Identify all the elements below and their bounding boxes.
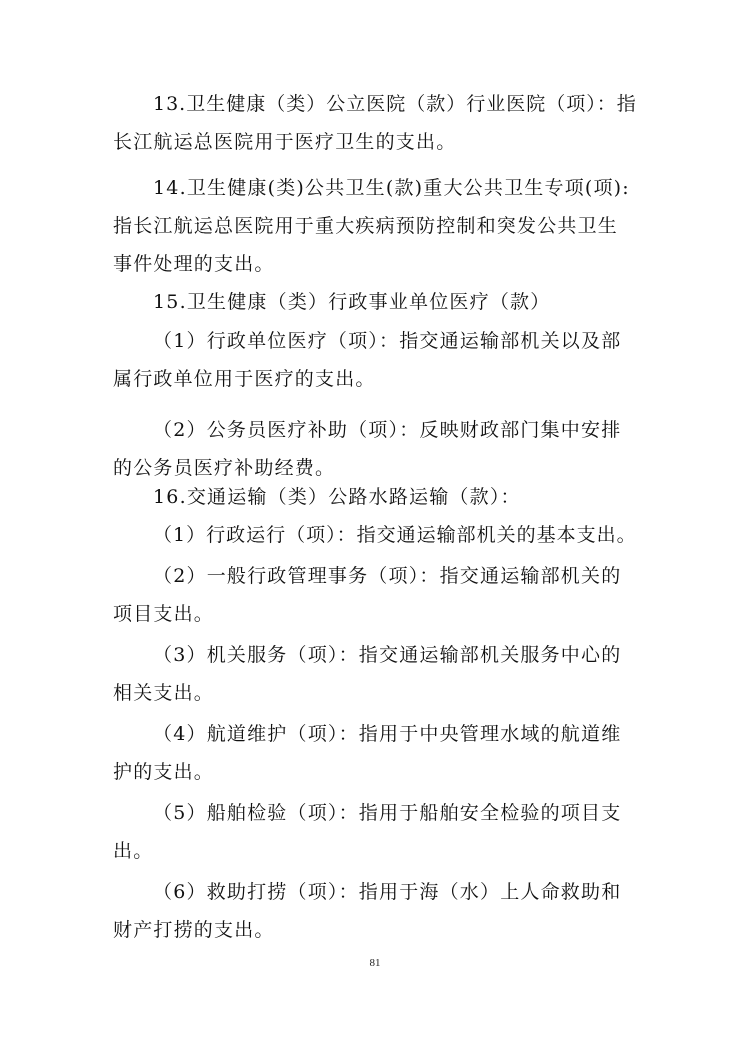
- text-line: （2）一般行政管理事务（项）：指交通运输部机关的: [153, 565, 622, 587]
- text-line: 16.交通运输（类）公路水路运输（款）：: [153, 486, 521, 508]
- text-line: 15.卫生健康（类）行政事业单位医疗（款）: [153, 291, 551, 313]
- text-line: （1）行政单位医疗（项）：指交通运输部机关以及部: [153, 330, 622, 352]
- text-line: （3）机关服务（项）：指交通运输部机关服务中心的: [153, 644, 622, 666]
- text-line: 事件处理的支出。: [113, 253, 275, 275]
- text-line: 指长江航运总医院用于重大疾病预防控制和突发公共卫生: [113, 215, 619, 237]
- text-line: 14.卫生健康(类)公共卫生(款)重大公共卫生专项(项):: [153, 177, 630, 199]
- text-line: （4）航道维护（项）：指用于中央管理水域的航道维: [153, 723, 622, 745]
- text-line: 长江航运总医院用于医疗卫生的支出。: [113, 131, 457, 153]
- text-line: 的公务员医疗补助经费。: [113, 457, 336, 479]
- text-line: （2）公务员医疗补助（项）：反映财政部门集中安排: [153, 419, 622, 441]
- text-line: 出。: [113, 840, 154, 862]
- text-line: 财产打捞的支出。: [113, 919, 275, 941]
- text-line: （5）船舶检验（项）：指用于船舶安全检验的项目支: [153, 802, 622, 824]
- text-line: 属行政单位用于医疗的支出。: [113, 368, 376, 390]
- page-number: 81: [369, 957, 381, 969]
- text-line: （6）救助打捞（项）：指用于海（水）上人命救助和: [153, 881, 622, 903]
- text-line: 13.卫生健康（类）公立医院（款）行业医院（项）：指: [153, 93, 637, 115]
- text-line: 相关支出。: [113, 682, 215, 704]
- text-line: （1）行政运行（项）：指交通运输部机关的基本支出。: [153, 524, 637, 546]
- text-line: 项目支出。: [113, 603, 215, 625]
- text-line: 护的支出。: [113, 761, 215, 783]
